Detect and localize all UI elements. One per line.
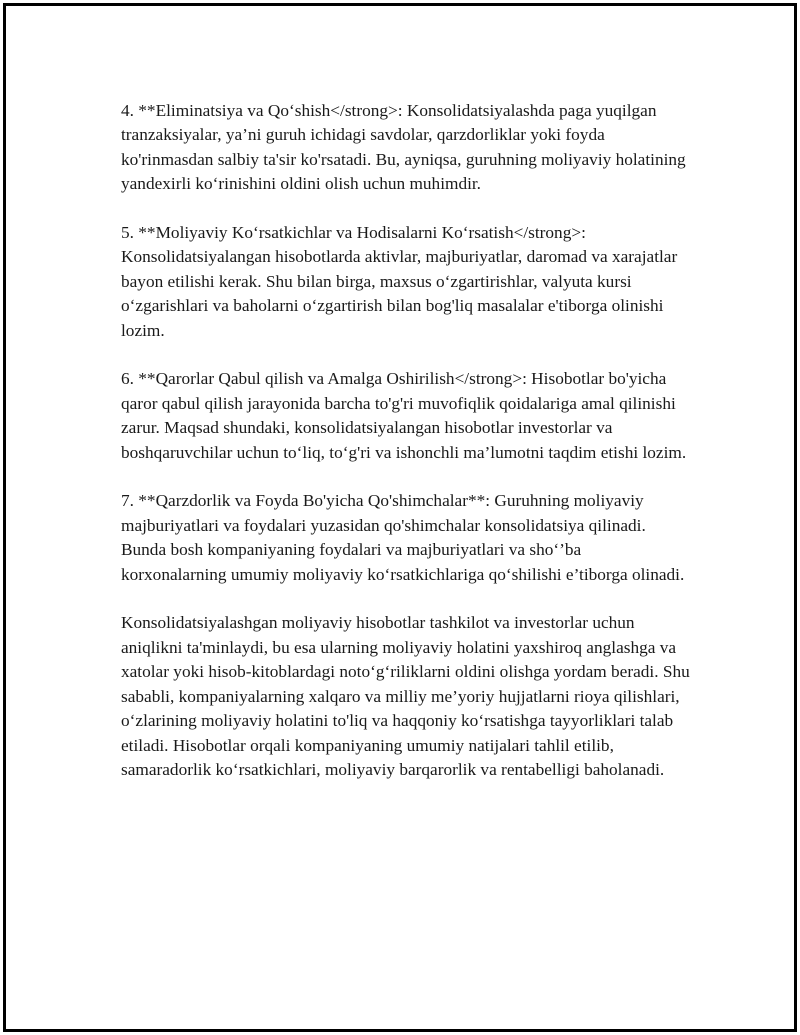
paragraph-eliminatsiya: 4. **Eliminatsiya va Qo‘shish</strong>: Konsolidatsiyalashda paga yuqilgan tranzaksiyalar, ya’ni guruh ichidagi savdolar, qarzdorliklar yoki foyda ko'rinmasdan salbiy ta'sir ko'rsatadi. Bu, ayniqsa, guruhning moliyaviy holatining yandexirli ko‘rinishini oldini olish uchun muhimdir. <box>121 101 686 194</box>
document-body <box>121 99 691 807</box>
paragraph-qarorlar: 6. **Qarorlar Qabul qilish va Amalga Oshirilish</strong>: Hisobotlar bo'yicha qaror qabul qilish jarayonida barcha to'g'ri muvofiqlik qoidalariga amal qilinishi zarur. Maqsad shundaki, konsolidatsiyalangan hisobotlar investorlar va boshqaruvchilar uchun to‘liq, to‘g'ri va ishonchli ma’lumotni taqdim etishi lozim. <box>121 369 687 462</box>
paragraph-moliyaviy-korsatkichlar: 5. **Moliyaviy Ko‘rsatkichlar va Hodisalarni Ko‘rsatish</strong>: Konsolidatsiyalangan hisobotlarda aktivlar, majburiyatlar, daromad va xarajatlar bayon etilishi kerak. Shu bilan birga, maxsus o‘zgartirishlar, valyuta kursi o‘zgarishlari va baholarni o‘zgartirish bilan bog'liq masalalar e'tiborga olinishi lozim. <box>121 223 678 340</box>
page-frame <box>3 3 797 1032</box>
paragraph-qarzdorlik: 7. **Qarzdorlik va Foyda Bo'yicha Qo'shimchalar**: Guruhning moliyaviy majburiyatlari va foydalari yuzasidan qo'shimchalar konsolidatsiya qilinadi. Bunda bosh kompaniyaning foydalari va majburiyatlari va sho‘’ba korxonalarning umumiy moliyaviy ko‘rsatkichlariga qo‘shilishi e’tiborga olinadi. <box>121 491 685 584</box>
paragraph-conclusion: Konsolidatsiyalashgan moliyaviy hisobotlar tashkilot va investorlar uchun aniqlikni ta'minlaydi, bu esa ularning moliyaviy holatini yaxshiroq anglashga va xatolar yoki hisob-kitoblardagi noto‘g‘riliklarni oldini olishga yordam beradi. Shu sababli, kompaniyalarning xalqaro va milliy me’yoriy hujjatlarni rioya qilishlari, o‘zlarining moliyaviy holatini to'liq va haqqoniy ko‘rsatishga tayyorliklari talab etiladi. Hisobotlar orqali kompaniyaning umumiy natijalari tahlil etilib, samaradorlik ko‘rsatkichlari, moliyaviy barqarorlik va rentabelligi baholanadi. <box>121 613 690 779</box>
